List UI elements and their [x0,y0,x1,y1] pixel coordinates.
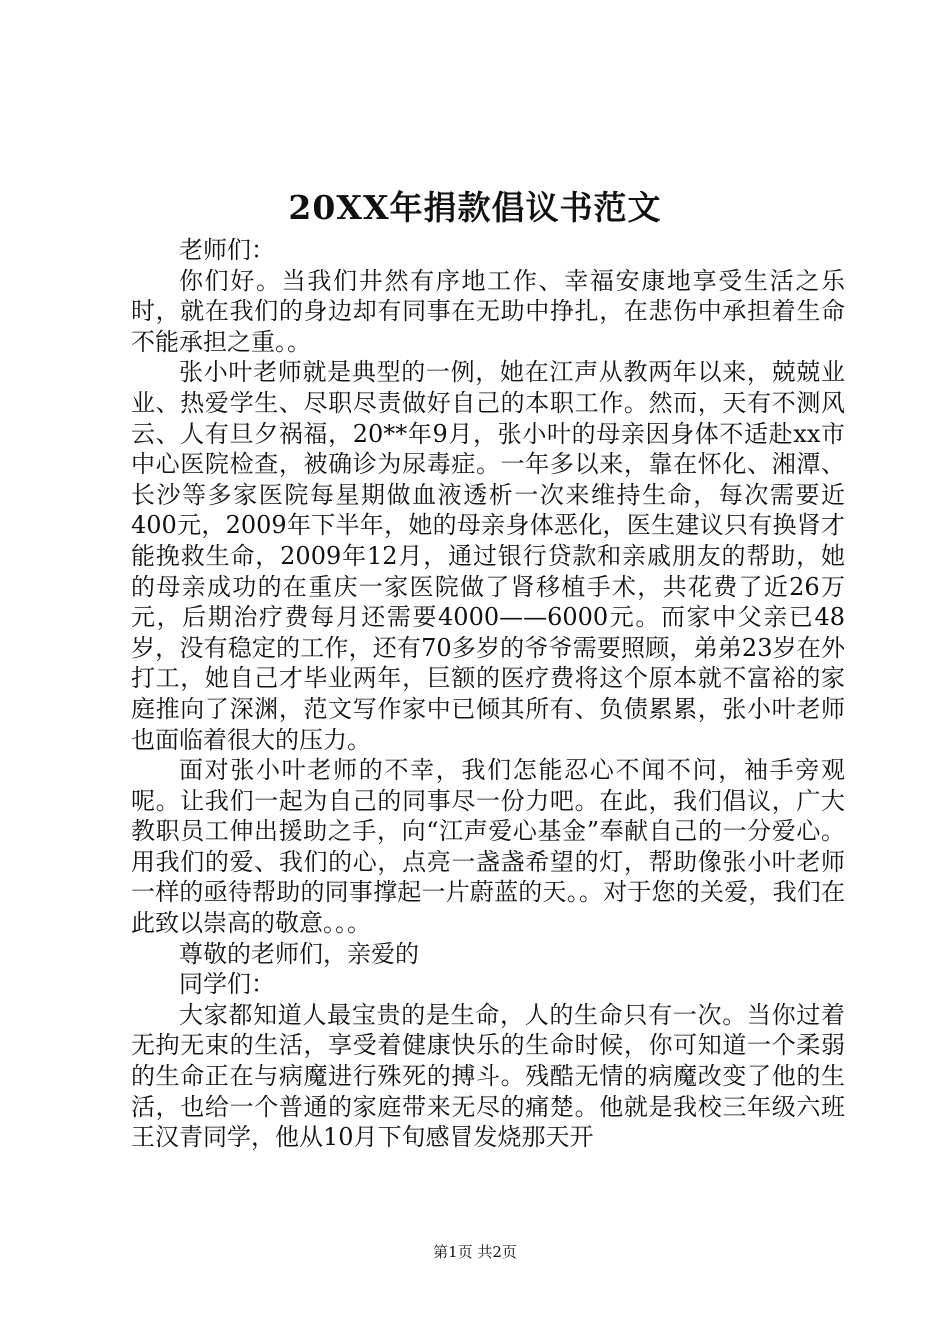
document-body [131,235,845,1153]
greeting-line: 尊敬的老师们，亲爱的 [179,939,419,968]
document-title: 20XX年捐款倡议书范文 [288,188,662,227]
body-paragraph: 面对张小叶老师的不幸，我们怎能忍心不闻不问，袖手旁观呢。让我们一起为自己的同事尽一份力吧。在此，我们倡议，广大教职员工伸出援助之手，向“江声爱心基金”奉献自己的一分爱心。用我们的爱、我们的心，点亮一盏盏希望的灯，帮助像张小叶老师一样的亟待帮助的同事撑起一片蔚蓝的天。。对于您的关爱，我们在此致以崇高的敬意。。。 [131,756,845,938]
page-number-footer: 第1页 共2页 [433,1243,517,1261]
greeting-students: 同学们： [179,970,275,999]
greeting-teachers: 老师们： [179,236,275,264]
body-paragraph: 大家都知道人最宝贵的是生命，人的生命只有一次。当你过着无拘无束的生活，享受着健康快乐的生命时候，你可知道一个柔弱的生命正在与病魔进行殊死的搏斗。残酷无情的病魔改变了他的生活，也给一个普通的家庭带来无尽的痛楚。他就是我校三年级六班王汉青同学，他从10月下旬感冒发烧那天开 [131,1000,845,1152]
body-paragraph: 张小叶老师就是典型的一例，她在江声从教两年以来，兢兢业业、热爱学生、尽职尽责做好自己的本职工作。然而，天有不测风云、人有旦夕祸福，20**年9月，张小叶的母亲因身体不适赴xx市中心医院检查，被确诊为尿毒症。一年多以来，靠在怀化、湘潭、长沙等多家医院每星期做血液透析一次来维持生命，每次需要近400元，2009年下半年，她的母亲身体恶化，医生建议只有换肾才能挽救生命，2009年12月，通过银行贷款和亲戚朋友的帮助，她的母亲成功的在重庆一家医院做了肾移植手术，共花费了近26万元，后期治疗费每月还需要4000——6000元。而家中父亲已48岁，没有稳定的工作，还有70多岁的爷爷需要照顾，弟弟23岁在外打工，她自己才毕业两年，巨额的医疗费将这个原本就不富裕的家庭推向了深渊，范文写作家中已倾其所有、负债累累，张小叶老师也面临着很大的压力。 [131,358,845,754]
body-paragraph: 你们好。当我们井然有序地工作、幸福安康地享受生活之乐时，就在我们的身边却有同事在无助中挣扎，在悲伤中承担着生命不能承担之重。。 [131,266,845,356]
